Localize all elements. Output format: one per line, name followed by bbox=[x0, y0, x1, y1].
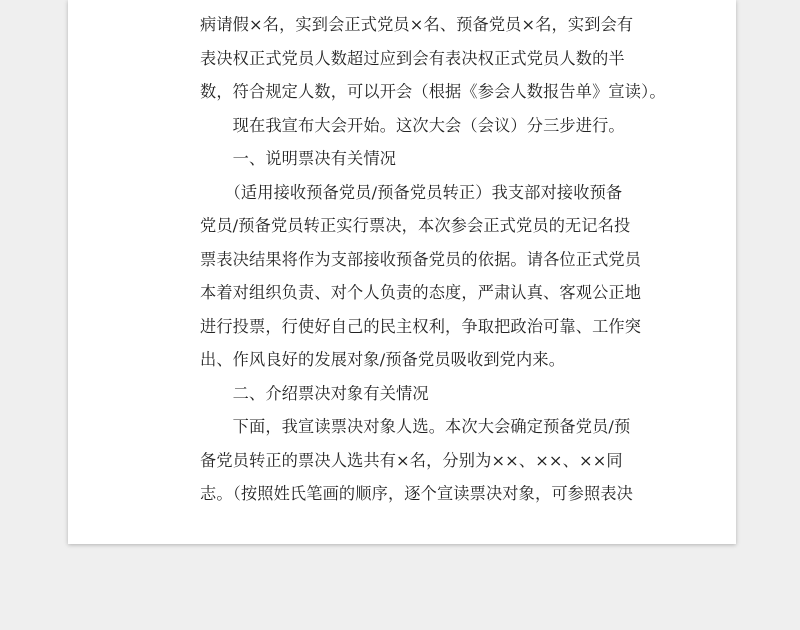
section-heading: 二、介绍票决对象有关情况 bbox=[200, 383, 429, 403]
text-line: 志。（按照姓氏笔画的顺序，逐个宣读票决对象，可参照表决 bbox=[200, 484, 634, 503]
text-line: 本着对组织负责、对个人负责的态度，严肃认真、客观公正地 bbox=[200, 283, 642, 302]
text-line: 现在我宣布大会开始。这次大会（会议）分三步进行。 bbox=[200, 115, 625, 135]
text-line: 进行投票，行使好自己的民主权利，争取把政治可靠、工作突 bbox=[200, 316, 642, 336]
text-line: 出、作风良好的发展对象/预备党员吸收到党内来。 bbox=[200, 350, 566, 369]
text-line: 表决权正式党员人数超过应到会有表决权正式党员人数的半 bbox=[200, 48, 625, 68]
text-line: 下面，我宣读票决对象人选。本次大会确定预备党员/预 bbox=[200, 417, 631, 436]
text-line: 备党员转正的票决人选共有×名，分别为××、××、××同 bbox=[200, 450, 623, 470]
document-body bbox=[200, 8, 666, 511]
section-heading: 一、说明票决有关情况 bbox=[200, 149, 397, 168]
text-line: 党员/预备党员转正实行票决，本次参会正式党员的无记名投 bbox=[200, 216, 631, 235]
document-page bbox=[68, 0, 736, 544]
text-line: 数，符合规定人数，可以开会（根据《参会人数报告单》宣读）。 bbox=[200, 82, 666, 101]
text-line: （适用接收预备党员/预备党员转正）我支部对接收预备 bbox=[200, 182, 623, 202]
text-line: 票表决结果将作为支部接收预备党员的依据。请各位正式党员 bbox=[200, 249, 642, 269]
text-line: 病请假×名，实到会正式党员×名、预备党员×名，实到会有 bbox=[200, 15, 634, 34]
